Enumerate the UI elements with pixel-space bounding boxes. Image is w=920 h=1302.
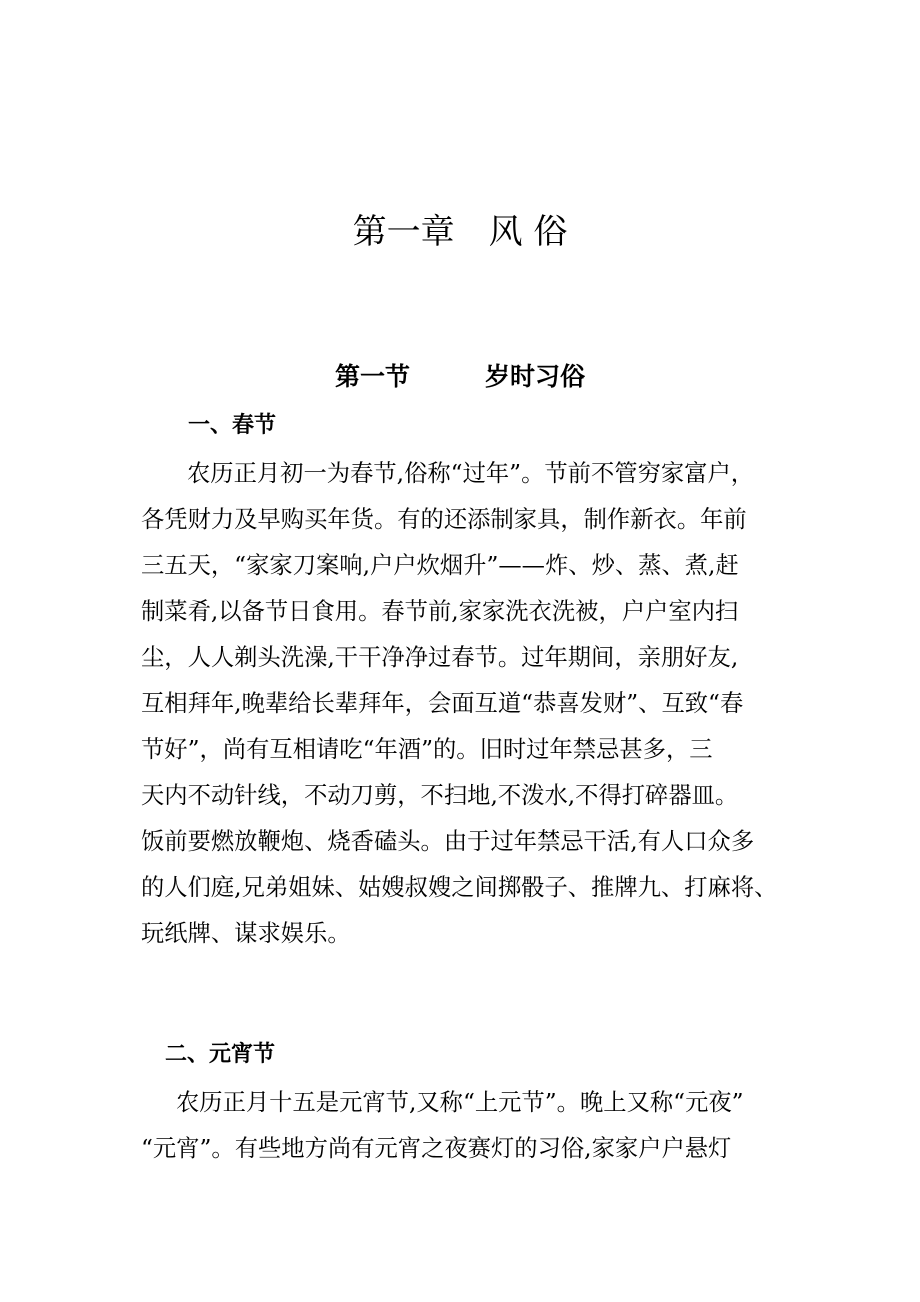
paragraph-line: “元宵”。有些地方尚有元宵之夜赛灯的习俗,家家户户悬灯 xyxy=(141,1135,732,1162)
paragraph-line: 尘，人人剃头洗澡,干干净净过春节。过年期间，亲朋好友, xyxy=(141,644,739,671)
paragraph-line: 玩纸牌、谋求娱乐。 xyxy=(141,920,351,947)
paragraph-line: 互相拜年,晚辈给长辈拜年，会面互道“恭喜发财”、互致“春 xyxy=(141,690,744,717)
paragraph-line: 的人们庭,兄弟姐妹、姑嫂叔嫂之间掷骰子、推牌九、打麻将、 xyxy=(141,874,778,901)
paragraph-lantern-festival xyxy=(141,1080,744,1172)
paragraph-line: 天内不动针线，不动刀剪，不扫地,不泼水,不得打碎器皿。 xyxy=(141,782,739,809)
chapter-title: 第一章 风 俗 xyxy=(352,212,568,252)
paragraph-spring-festival xyxy=(141,451,777,957)
heading-lantern-festival: 二、元宵节 xyxy=(165,1042,276,1067)
paragraph-line: 各凭财力及早购买年货。有的还添制家具，制作新衣。年前 xyxy=(141,506,747,533)
paragraph-line: 农历正月十五是元宵节,又称“上元节”。晚上又称“元夜” xyxy=(176,1089,744,1116)
paragraph-line: 制菜肴,以备节日食用。春节前,家家洗衣洗被，户户室内扫 xyxy=(141,598,739,625)
paragraph-line: 三五天，“家家刀案响,户户炊烟升”——炸、炒、蒸、煮,赶 xyxy=(141,552,739,579)
paragraph-line: 农历正月初一为春节,俗称“过年”。节前不管穷家富户， xyxy=(187,460,755,487)
paragraph-line: 节好”，尚有互相请吃“年酒”的。旧时过年禁忌甚多，三 xyxy=(141,736,713,763)
section-title: 第一节 岁时习俗 xyxy=(334,362,585,391)
heading-spring-festival: 一、春节 xyxy=(188,413,277,438)
paragraph-line: 饭前要燃放鞭炮、烧香磕头。由于过年禁忌干活,有人口众多 xyxy=(141,828,755,855)
